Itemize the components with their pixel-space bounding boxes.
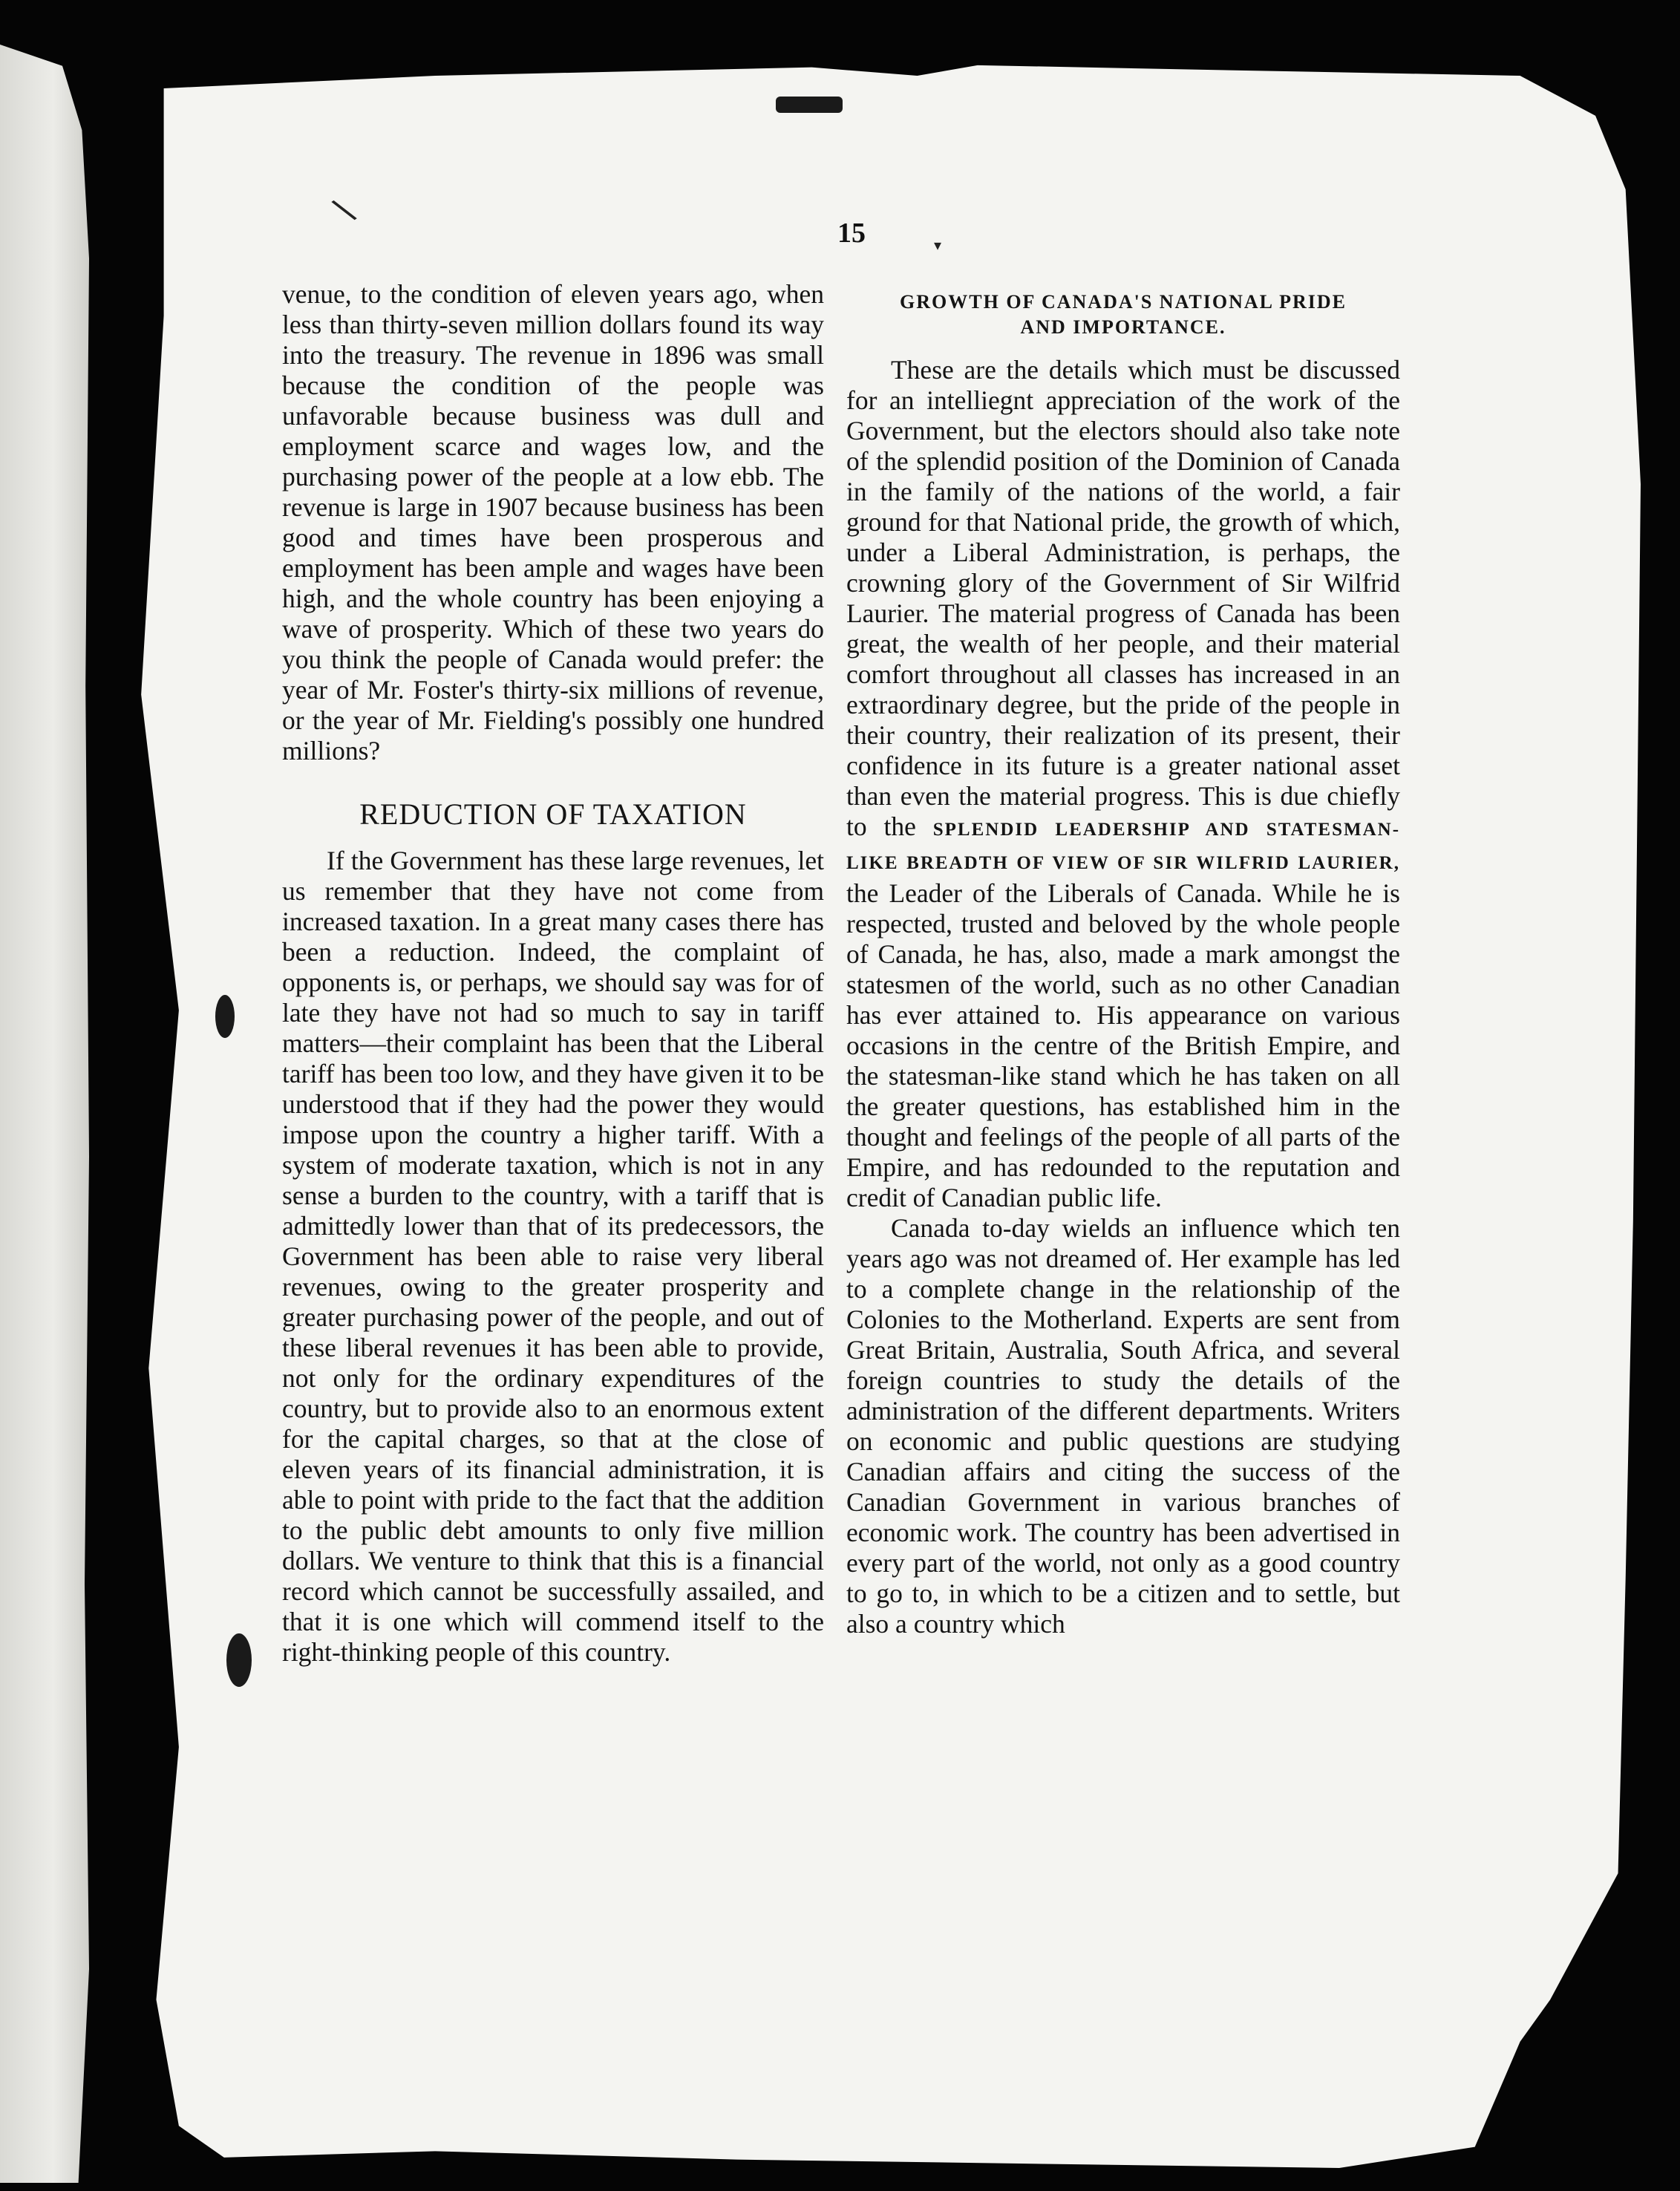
ink-stroke-mark: \	[327, 189, 360, 229]
ink-blot	[226, 1633, 252, 1687]
right-paragraph-details	[846, 355, 1400, 1213]
tear-mark	[776, 97, 843, 113]
heading-line-2: AND IMPORTANCE.	[1020, 316, 1226, 338]
section-heading-national-pride	[846, 290, 1400, 340]
heading-line-1: GROWTH OF CANADA'S NATIONAL PRIDE	[900, 291, 1347, 313]
right-paragraph-influence: Canada to-day wields an influence which ten years ago was not dreamed of. Her example has led to a complete change in the relationship of the Colonies to the Motherland. Experts are sent from Great Britain, Australia, South Africa, and several foreign countries to study the details of the administration of the different departments. Writers on economic and public questions are studying Canadian affairs and citing the success of the Canadian Government in various branches of economic work. The country has been advertised in every part of the world, not only as a good country to go to, in which to be a citizen and to settle, but also a country which	[846, 1213, 1400, 1639]
emphasis-leadership: SPLENDID LEADERSHIP AND STATESMAN-LIKE BREADTH OF VIEW OF SIR WILFRID LAURIER,	[846, 820, 1401, 873]
page-number: 15	[837, 218, 866, 249]
left-column	[282, 279, 824, 1668]
left-paragraph-revenue: venue, to the condition of eleven years ago, when less than thirty-seven million dollars found its way into the treasury. The revenue in 1896 was small because the condition of the people was unfavorable because business was dull and employment scarce and wages low, and the purchasing power of the people at a low ebb. The revenue is large in 1907 because business has been good and times have been prosperous and employment has been ample and wages have been high, and the whole country has been enjoying a wave of prosperity. Which of these two years do you think the people of Canada would prefer: the year of Mr. Foster's thirty-six millions of revenue, or the year of Mr. Fielding's possibly one hundred millions?	[282, 279, 824, 765]
paragraph-text-part-2: the Leader of the Liberals of Canada. While he is respected, trusted and beloved by the whole people of Canada, he has, also, made a mark amongst the statesmen of the world, such as no other Canadian has ever attained to. His appearance on various occasions in the centre of the British Empire, and the statesman-like stand which he has taken on all the greater questions, has established him in the thought and feelings of the people of all parts of the Empire, and has redounded to the reputation and credit of Canadian public life.	[846, 878, 1400, 1212]
right-column	[846, 290, 1400, 1639]
ink-blot	[215, 995, 235, 1038]
adjacent-page-edge	[0, 45, 89, 2183]
paragraph-text-part-1: These are the details which must be discussed for an intelliegnt appreciation of the work of the Government, but the electors should also take note of the splendid position of the Dominion of Canada in the family of the nations of the world, a fair ground for that National pride, the growth of which, under a Liberal Administration, is perhaps, the crowning glory of the Government of Sir Wilfrid Laurier. The material progress of Canada has been great, the wealth of her people, and their material comfort throughout all classes has increased in an extraordinary degree, but the pride of the people in their country, their realization of its present, their confidence in its future is a greater national asset than even the material progress. This is due chiefly to the	[846, 355, 1400, 841]
left-paragraph-taxation: If the Government has these large revenues, let us remember that they have not come from increased taxation. In a great many cases there has been a reduction. Indeed, the complaint of opponents is, or perhaps, we should say was for of late they have not had so much to say in tariff matters—their complaint has been that the Liberal tariff has been too low, and they have given it to be understood that if they had the power they would impose upon the country a higher tariff. With a system of moderate taxation, which is not in any sense a burden to the country, with a tariff that is admittedly lower than that of its predecessors, the Government has been able to raise very liberal revenues, owing to the greater prosperity and greater purchasing power of the people, and out of these liberal revenues it has been able to provide, not only for the ordinary expenditures of the country, but to provide also to an enormous extent for the capital charges, so that at the close of eleven years of its financial administration, it is able to point with pride to the fact that the addition to the public debt amounts to only five million dollars. We venture to think that this is a financial record which cannot be successfully assailed, and that it is one which will commend itself to the right-thinking people of this country.	[282, 846, 824, 1667]
section-heading-reduction-of-taxation: REDUCTION OF TAXATION	[359, 797, 747, 831]
dot-mark: ▾	[934, 236, 942, 254]
